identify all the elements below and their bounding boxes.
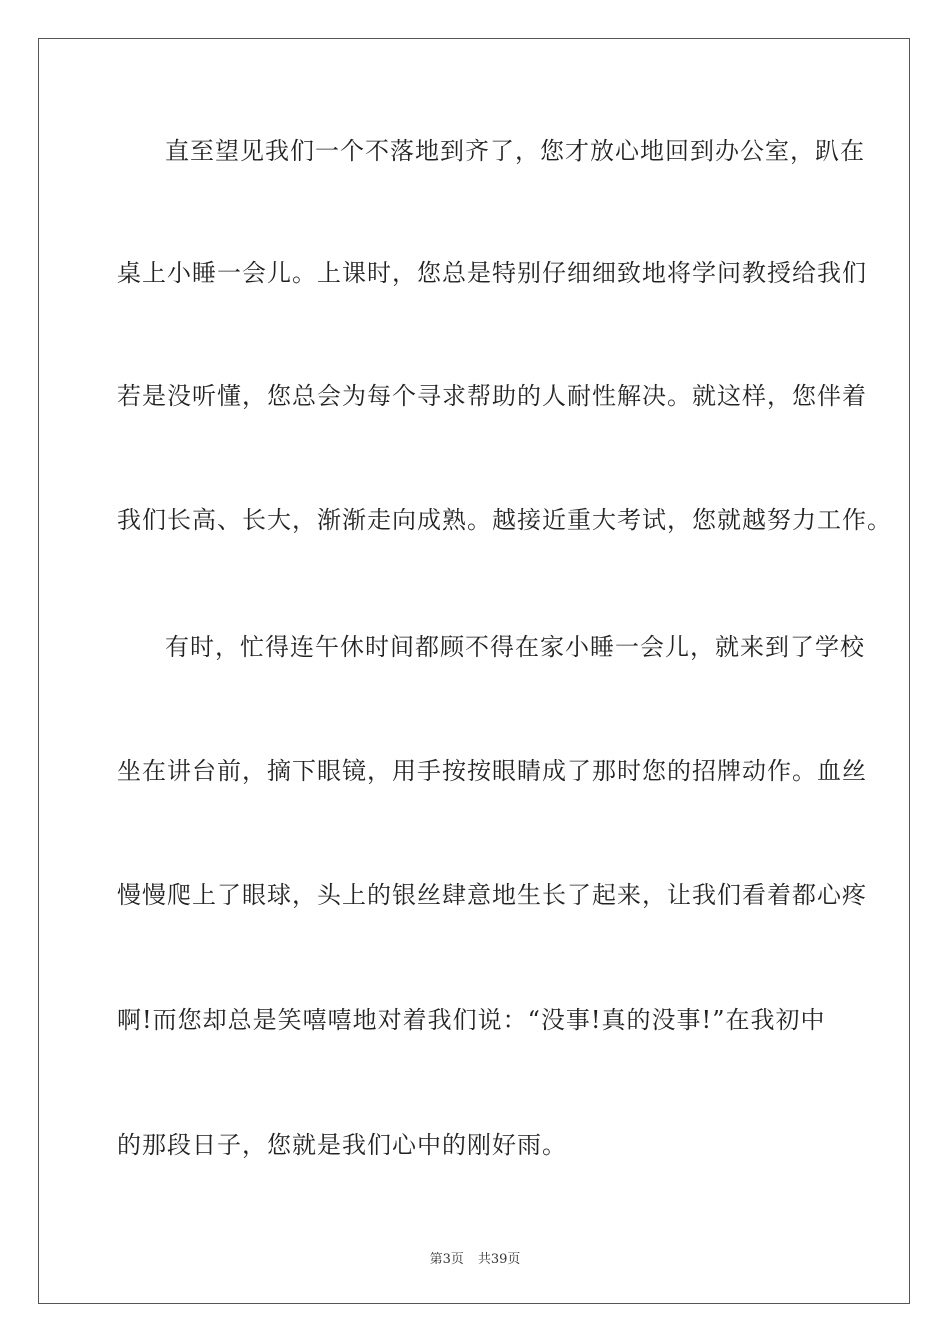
- text-line: 有时，忙得连午休时间都顾不得在家小睡一会儿，就来到了学校: [165, 633, 865, 661]
- page-number: 第3页: [429, 1252, 464, 1267]
- text-line: 慢慢爬上了眼球，头上的银丝肆意地生长了起来，让我们看着都心疼: [117, 881, 867, 909]
- text-line: 啊!而您却总是笑嘻嘻地对着我们说：“没事!真的没事!”在我初中: [117, 1006, 826, 1034]
- text-line: 的那段日子，您就是我们心中的刚好雨。: [117, 1131, 567, 1159]
- page-total: 共39页: [477, 1252, 521, 1267]
- text-line: 直至望见我们一个不落地到齐了，您才放心地回到办公室，趴在: [165, 137, 865, 165]
- page-border: [38, 38, 910, 1304]
- text-line: 坐在讲台前，摘下眼镜，用手按按眼睛成了那时您的招牌动作。血丝: [117, 757, 867, 785]
- text-line: 若是没听懂，您总会为每个寻求帮助的人耐性解决。就这样，您伴着: [117, 382, 867, 410]
- page-footer: [0, 1248, 950, 1267]
- text-line: 桌上小睡一会儿。上课时，您总是特别仔细细致地将学问教授给我们: [117, 259, 867, 287]
- text-line: 我们长高、长大，渐渐走向成熟。越接近重大考试，您就越努力工作。: [117, 506, 892, 534]
